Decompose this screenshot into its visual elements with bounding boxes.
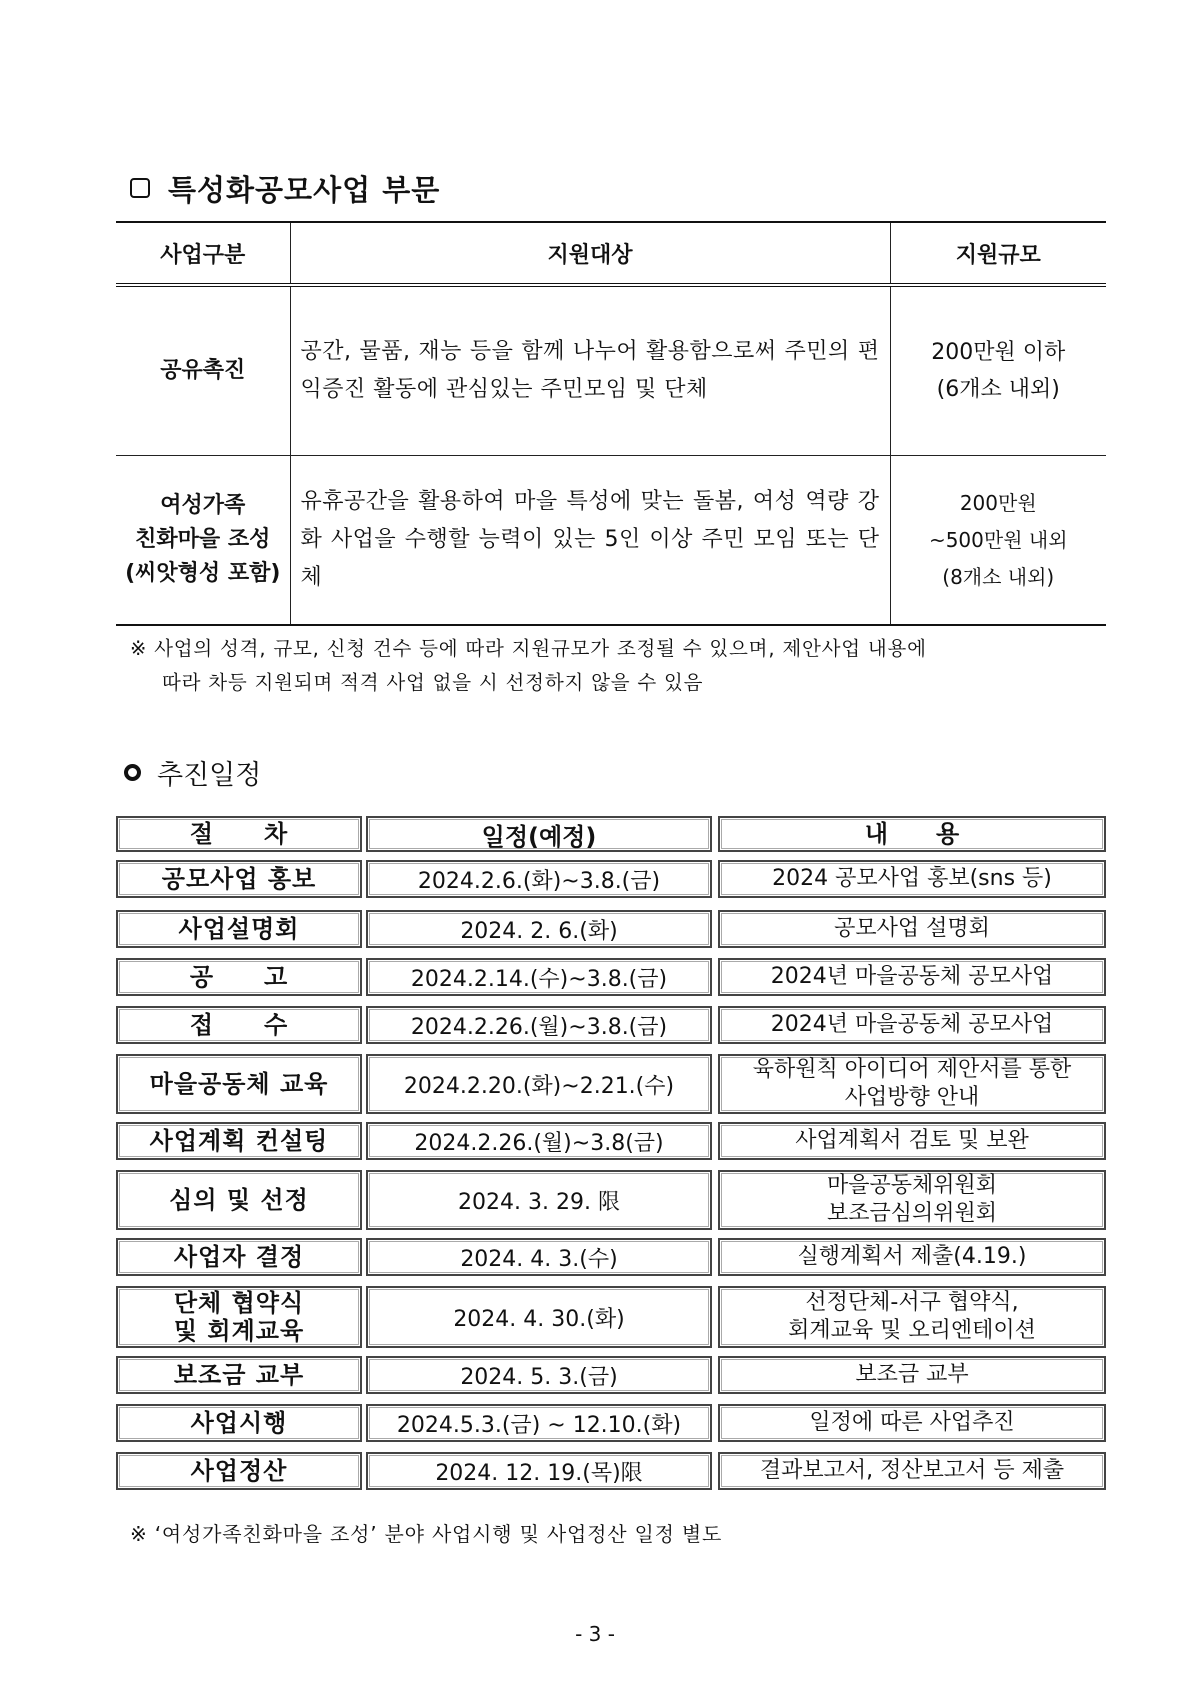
scale-amount-range: ~500만원 내외 [928,527,1068,552]
date-cell: 2024. 4. 30.(화) [366,1286,712,1348]
target-cell: 공간, 물품, 재능 등을 함께 나누어 활용함으로써 주민의 편익증진 활동에 관심있는 주민모임 및 단체 [290,285,890,456]
header-date: 일정(예정) [366,816,712,852]
content-cell: 선정단체-서구 협약식, 회계교육 및 오리엔테이션 [718,1286,1106,1348]
category-cell: 공유촉진 [116,285,290,456]
note-line: ※ 사업의 성격, 규모, 신청 건수 등에 따라 지원규모가 조정될 수 있으며, 제안사업 내용에 [130,637,927,660]
content-cell: 일정에 따른 사업추진 [718,1404,1106,1442]
category-line: (씨앗형성 포함) [125,561,281,586]
scale-cell [890,285,1106,456]
content-cell: 보조금 교부 [718,1356,1106,1394]
scale-count: (8개소 내외) [942,564,1055,589]
category-line: 여성가족 [160,493,246,518]
page-number: - 3 - [575,1622,615,1646]
step-cell: 사업설명회 [116,910,362,948]
section-heading-schedule [124,754,261,790]
circle-bullet-icon [124,764,141,781]
date-cell: 2024. 2. 6.(화) [366,910,712,948]
table-row [116,456,1106,626]
date-cell: 2024. 3. 29. 限 [366,1170,712,1230]
header-step: 절 차 [116,816,362,852]
table-row [116,1452,1106,1490]
table-row [116,860,1106,898]
category-line: 친화마을 조성 [135,527,271,552]
content-cell: 육하원칙 아이디어 제안서를 통한 사업방향 안내 [718,1054,1106,1114]
step-cell: 사업정산 [116,1452,362,1490]
header-category: 사업구분 [116,222,290,285]
date-cell: 2024.2.26.(월)~3.8(금) [366,1122,712,1160]
date-cell: 2024.2.26.(월)~3.8.(금) [366,1006,712,1044]
header-scale: 지원규모 [890,222,1106,285]
table-row [116,958,1106,996]
table-row [116,1238,1106,1276]
content-cell: 2024년 마을공동체 공모사업 [718,1006,1106,1044]
schedule-note: ※ ‘여성가족친화마을 조성’ 분야 사업시행 및 사업정산 일정 별도 [130,1522,723,1546]
step-cell: 마을공동체 교육 [116,1054,362,1114]
table-row [116,910,1106,948]
content-cell: 2024 공모사업 홍보(sns 등) [718,860,1106,898]
date-cell: 2024. 4. 3.(수) [366,1238,712,1276]
step-cell: 사업계획 컨설팅 [116,1122,362,1160]
support-table [116,221,1106,626]
table-row [116,1286,1106,1348]
content-cell: 공모사업 설명회 [718,910,1106,948]
table-row [116,1404,1106,1442]
header-content: 내 용 [718,816,1106,852]
table-row [116,1122,1106,1160]
support-note [130,632,1105,700]
step-cell: 사업시행 [116,1404,362,1442]
step-cell: 접 수 [116,1006,362,1044]
table-row [116,1006,1106,1044]
date-cell: 2024.5.3.(금) ~ 12.10.(화) [366,1404,712,1442]
date-cell: 2024.2.14.(수)~3.8.(금) [366,958,712,996]
note-line: 따라 차등 지원되며 적격 사업 없을 시 선정하지 않을 수 있음 [162,671,704,694]
category-cell [116,456,290,626]
date-cell: 2024.2.20.(화)~2.21.(수) [366,1054,712,1114]
schedule-header-row [116,816,1106,852]
header-target: 지원대상 [290,222,890,285]
section-title: 추진일정 [157,759,262,791]
step-cell: 사업자 결정 [116,1238,362,1276]
step-cell: 보조금 교부 [116,1356,362,1394]
section-heading-special-projects [130,166,440,210]
content-cell: 사업계획서 검토 및 보완 [718,1122,1106,1160]
step-cell: 공 고 [116,958,362,996]
step-cell: 공모사업 홍보 [116,860,362,898]
content-cell: 마을공동체위원회 보조금심의위원회 [718,1170,1106,1230]
target-cell: 유휴공간을 활용하여 마을 특성에 맞는 돌봄, 여성 역량 강화 사업을 수행할 능력이 있는 5인 이상 주민 모임 또는 단체 [290,456,890,626]
scale-amount: 200만원 이하 [931,340,1066,365]
scale-count: (6개소 내외) [936,377,1060,402]
date-cell: 2024. 12. 19.(목)限 [366,1452,712,1490]
table-row [116,1054,1106,1114]
table-row [116,1170,1106,1230]
step-cell: 단체 협약식 및 회계교육 [116,1286,362,1348]
content-cell: 실행계획서 제출(4.19.) [718,1238,1106,1276]
content-cell: 결과보고서, 정산보고서 등 제출 [718,1452,1106,1490]
checkbox-square-icon [130,178,150,198]
step-cell: 심의 및 선정 [116,1170,362,1230]
date-cell: 2024.2.6.(화)~3.8.(금) [366,860,712,898]
table-row [116,285,1106,456]
content-cell: 2024년 마을공동체 공모사업 [718,958,1106,996]
table-row [116,1356,1106,1394]
section-title: 특성화공모사업 부문 [168,172,441,207]
date-cell: 2024. 5. 3.(금) [366,1356,712,1394]
scale-cell [890,456,1106,626]
scale-amount: 200만원 [959,490,1037,515]
